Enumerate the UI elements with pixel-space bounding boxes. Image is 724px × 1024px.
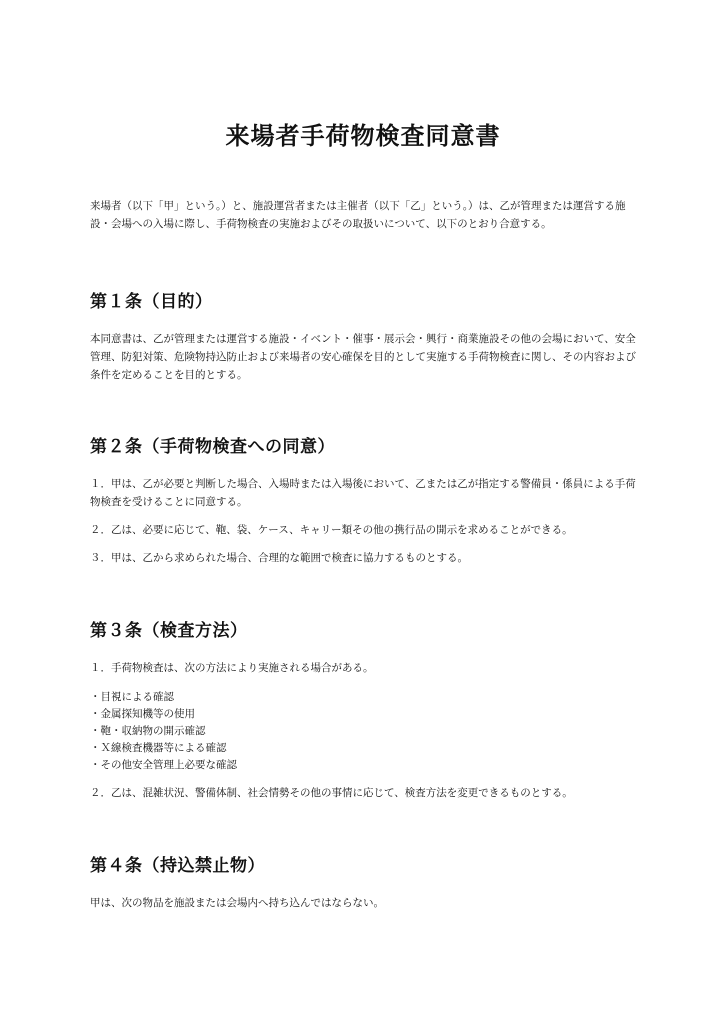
list-item: ・目視による確認 bbox=[90, 691, 174, 703]
article-2-heading: 第２条（手荷物検査への同意） bbox=[90, 437, 335, 457]
list-item: ・Ｘ線検査機器等による確認 bbox=[90, 742, 227, 754]
list-item: ・その他安全管理上必要な確認 bbox=[90, 759, 237, 771]
article-2 bbox=[90, 434, 636, 567]
article-3-heading: 第３条（検査方法） bbox=[90, 621, 248, 641]
article-1 bbox=[90, 289, 636, 384]
article-3-tail: ２．乙は、混雑状況、警備体制、社会情勢その他の事情に応じて、検査方法を変更できるものとする。 bbox=[90, 787, 573, 799]
intro-paragraph: 来場者（以下「甲」という。）と、施設運営者または主催者（以下「乙」という。）は、乙が管理または運営する施設・会場への入場に際し、手荷物検査の実施およびその取扱いについて、以下のとおり合意する。 bbox=[90, 200, 626, 230]
article-3-lead: １．手荷物検査は、次の方法により実施される場合がある。 bbox=[90, 662, 374, 674]
document-title: 来場者手荷物検査同意書 bbox=[225, 122, 501, 150]
article-4 bbox=[90, 853, 636, 912]
article-1-body: 本同意書は、乙が管理または運営する施設・イベント・催事・展示会・興行・商業施設その他の会場において、安全管理、防犯対策、危険物持込防止および来場者の安心確保を目的として実施する手荷物検査に関し、その内容および条件を定めることを目的とする。 bbox=[90, 333, 636, 381]
article-2-item-2: ２．乙は、必要に応じて、鞄、袋、ケース、キャリー類その他の携行品の開示を求めることができる。 bbox=[90, 524, 573, 536]
article-2-item-1: １．甲は、乙が必要と判断した場合、入場時または入場後において、乙または乙が指定する警備員・係員による手荷物検査を受けることに同意する。 bbox=[90, 478, 636, 508]
inspection-method-list bbox=[90, 689, 636, 774]
list-item: ・金属探知機等の使用 bbox=[90, 708, 195, 720]
list-item: ・鞄・収納物の開示確認 bbox=[90, 725, 206, 737]
article-4-body: 甲は、次の物品を施設または会場内へ持ち込んではならない。 bbox=[90, 897, 384, 909]
article-2-item-3: ３．甲は、乙から求められた場合、合理的な範囲で検査に協力するものとする。 bbox=[90, 552, 468, 564]
article-1-heading: 第１条（目的） bbox=[90, 292, 213, 312]
article-3 bbox=[90, 618, 636, 802]
article-4-heading: 第４条（持込禁止物） bbox=[90, 856, 265, 876]
